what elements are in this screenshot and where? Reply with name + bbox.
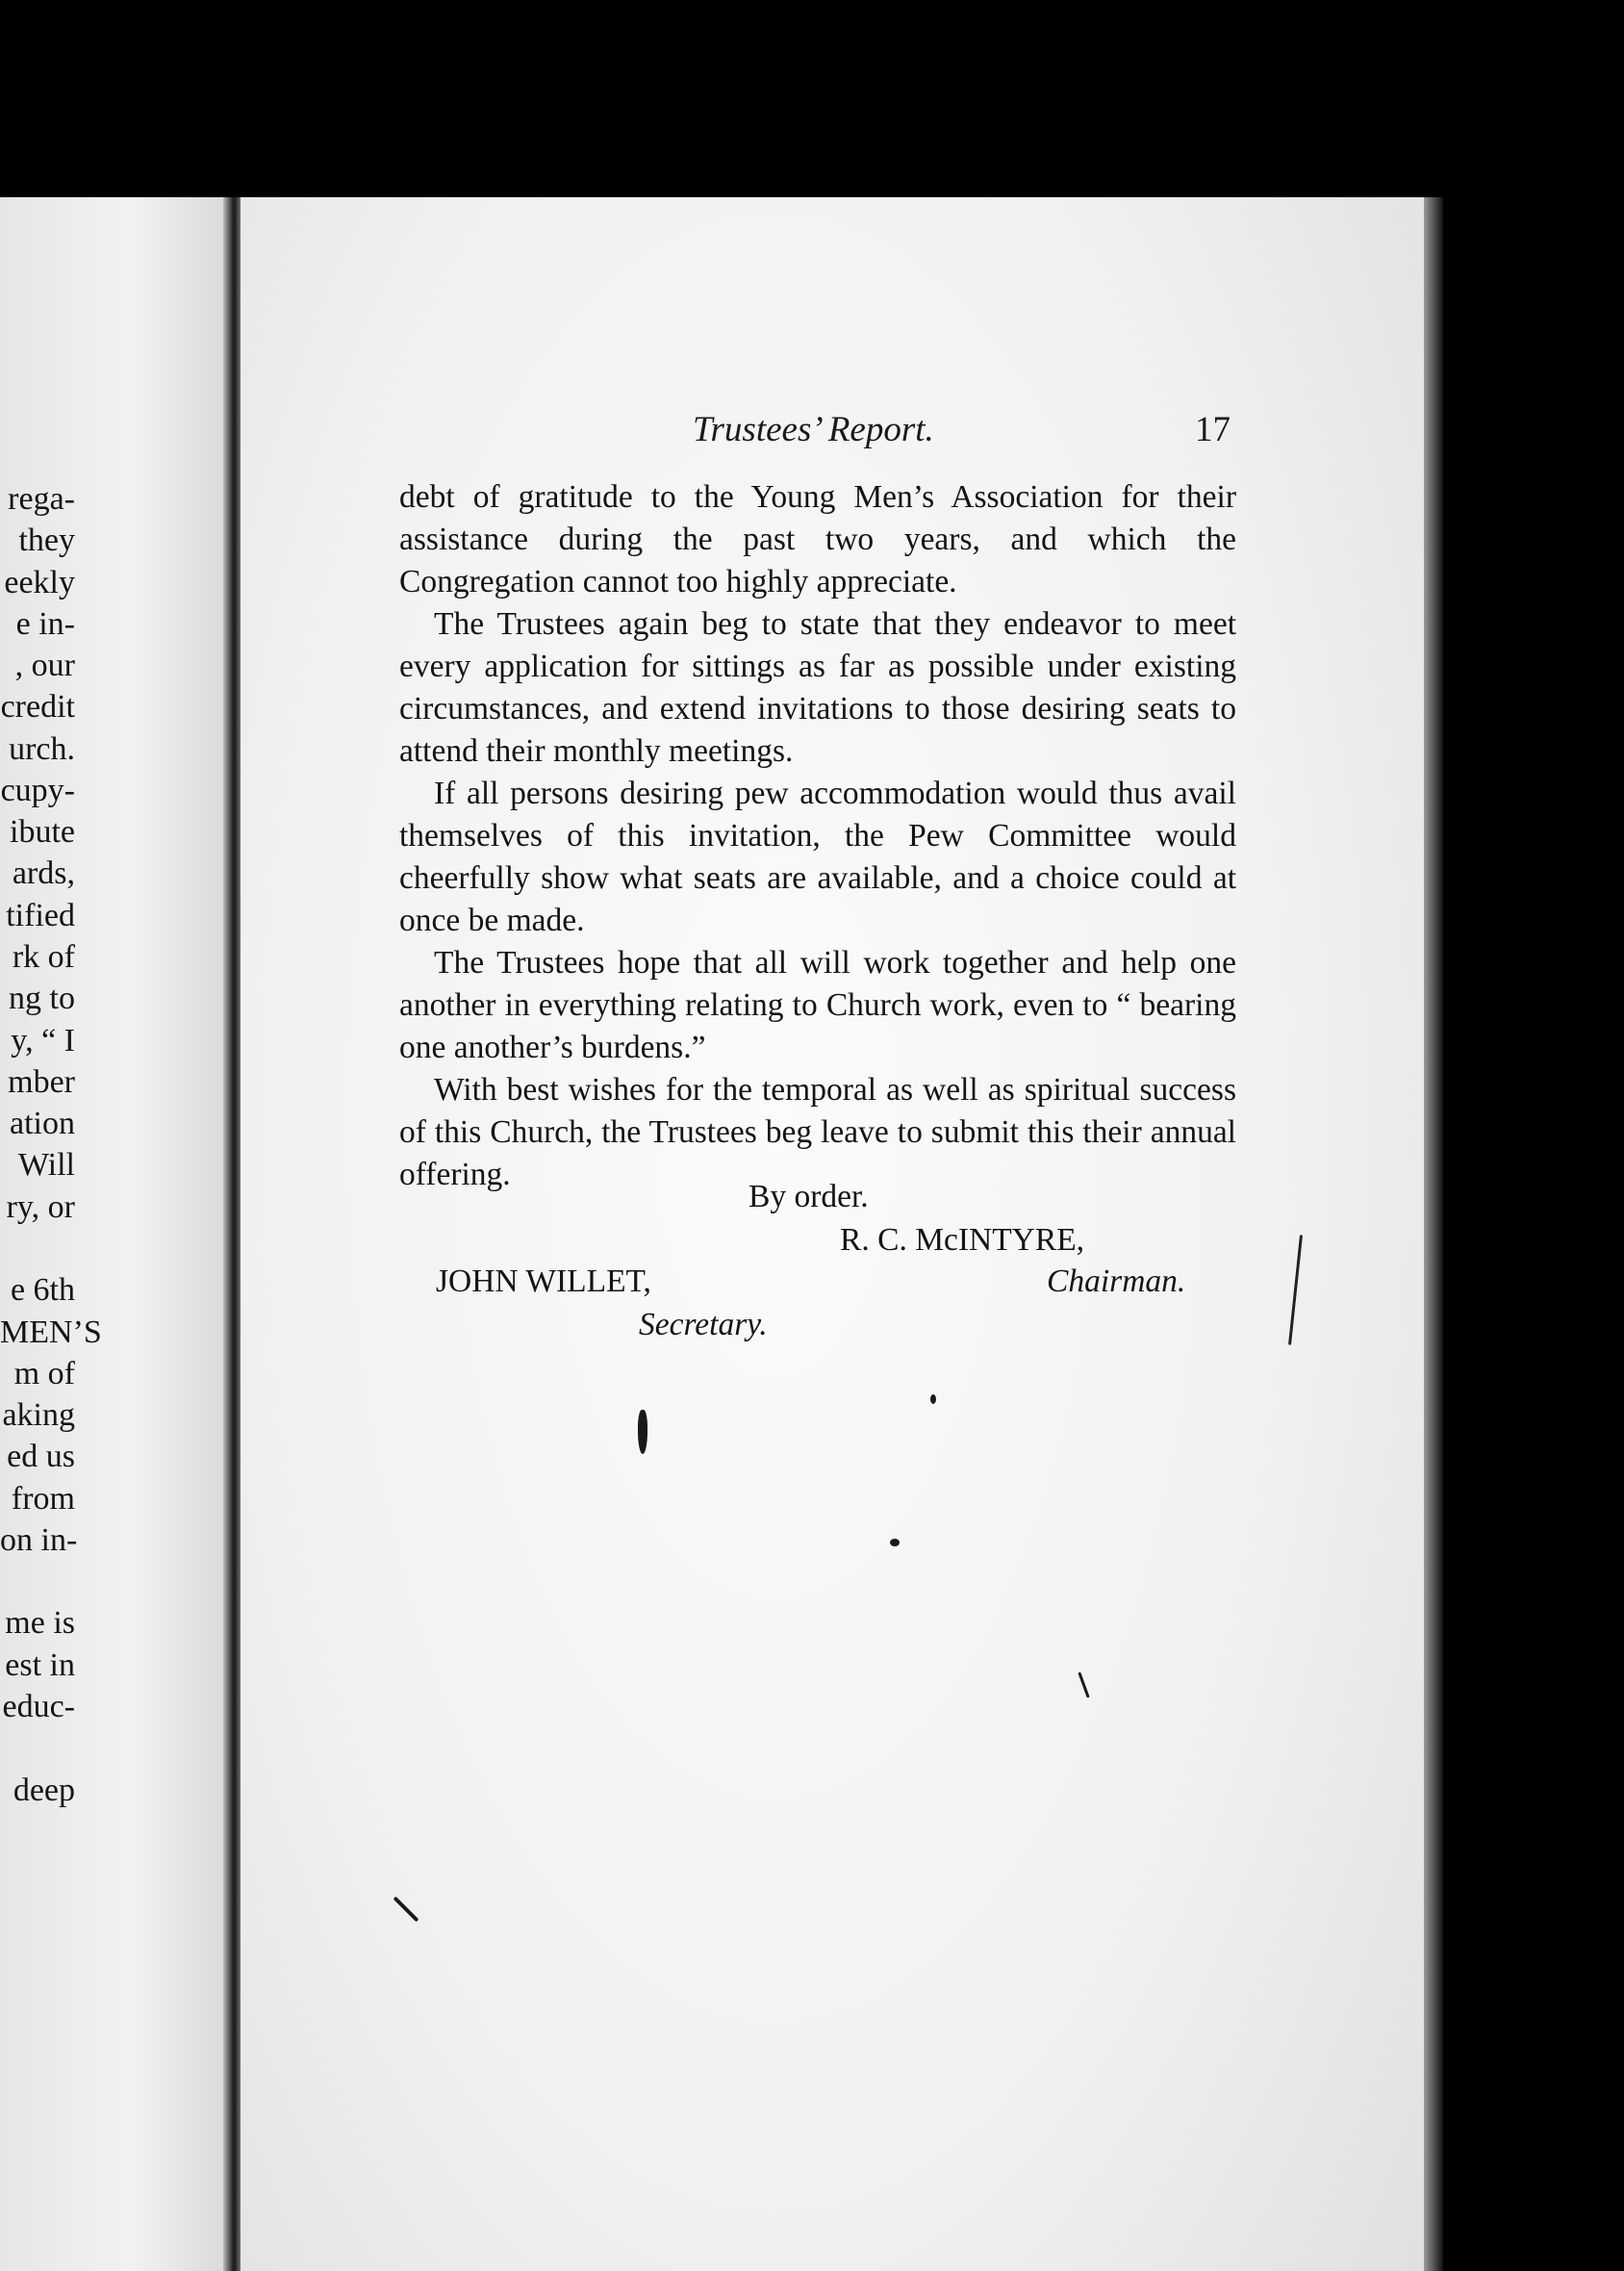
ink-blot <box>638 1410 647 1454</box>
previous-page-line: deep <box>13 1772 75 1808</box>
margin-mark <box>1288 1235 1303 1345</box>
previous-page-line: tified <box>6 897 75 933</box>
previous-page-line: eekly <box>4 564 75 600</box>
previous-page-line: ibute <box>10 814 75 851</box>
paragraph-1: debt of gratitude to the Young Men’s Association for their assistance during the past two years, and which the Congregation cannot too highly appreciate. <box>399 479 1236 600</box>
previous-page-line: aking <box>2 1397 75 1434</box>
secretary-name: JOHN WILLET, <box>436 1263 651 1299</box>
ink-speck <box>1078 1671 1089 1697</box>
page <box>241 197 1429 2271</box>
ink-speck <box>930 1394 936 1404</box>
previous-page-line: from <box>11 1480 75 1517</box>
previous-page-line: urch. <box>9 730 75 767</box>
previous-page-line: MEN’S <box>0 1314 102 1350</box>
previous-page-line: e in- <box>15 605 75 642</box>
page-number: 17 <box>1195 410 1231 449</box>
paragraph-3: If all persons desiring pew accommodation would thus avail themselves of this invitation, the Pew Committee would cheerfully show what seats are available, and a choice could at once be made. <box>399 776 1236 938</box>
previous-page-line: est in <box>5 1646 75 1683</box>
previous-page-line: ation <box>10 1106 75 1142</box>
previous-page-line: on in- <box>0 1521 78 1558</box>
previous-page-line: , our <box>14 648 75 684</box>
chairman-name: R. C. McINTYRE, <box>840 1222 1085 1258</box>
previous-page-line: ng to <box>9 981 75 1017</box>
by-order-line: By order. <box>749 1179 869 1214</box>
body-text <box>399 476 1236 1196</box>
secretary-title: Secretary. <box>639 1307 768 1342</box>
ink-speck <box>393 1897 419 1923</box>
page-edge-shadow <box>1424 197 1443 2271</box>
previous-page-line: ry, or <box>6 1188 75 1225</box>
previous-page-line: rega- <box>8 481 75 517</box>
previous-page-line: rk of <box>12 939 75 976</box>
previous-page-line: they <box>18 523 75 559</box>
previous-page-line: ed us <box>7 1439 75 1475</box>
previous-page-line: educ- <box>2 1688 75 1724</box>
previous-page-line: credit <box>0 689 75 726</box>
previous-page-line: cupy- <box>0 772 75 808</box>
ink-speck <box>890 1539 900 1546</box>
previous-page-line: me is <box>5 1605 75 1642</box>
previous-page-line: e 6th <box>10 1272 75 1309</box>
running-title: Trustees’ Report. <box>693 410 934 449</box>
paragraph-5: With best wishes for the temporal as well as spiritual success of this Church, the Trustees beg leave to submit this their annual offering. <box>399 1072 1236 1192</box>
previous-page-fragment <box>0 197 236 2271</box>
previous-page-line: ards, <box>12 855 75 892</box>
paragraph-2: The Trustees again beg to state that they endeavor to meet every application for sittings as far as possible under existing circumstances, and extend invitations to those desiring seats to attend their monthly meetings. <box>399 606 1236 769</box>
previous-page-line: Will <box>17 1147 75 1184</box>
previous-page-line: m of <box>13 1355 75 1391</box>
chairman-title: Chairman. <box>1047 1263 1186 1299</box>
previous-page-line: mber <box>8 1063 75 1100</box>
previous-page-line: y, “ I <box>11 1022 75 1059</box>
paragraph-4: The Trustees hope that all will work together and help one another in everything relating to Church work, even to “ bearing one another’s burdens.” <box>399 945 1236 1065</box>
